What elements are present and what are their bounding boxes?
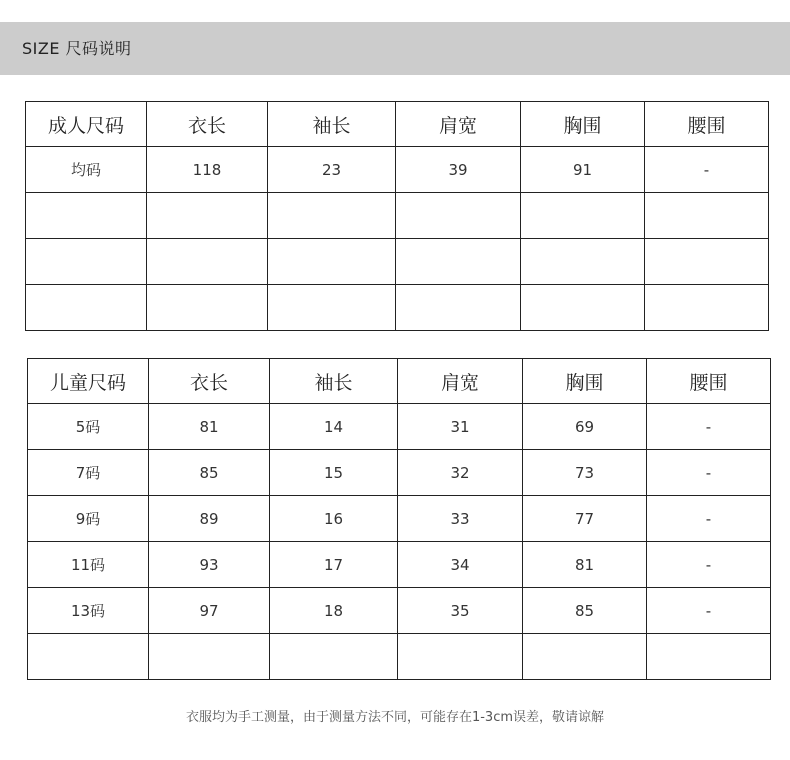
table-cell — [521, 193, 645, 239]
table-cell — [645, 239, 769, 285]
table-cell: 11码 — [28, 542, 149, 588]
table-cell: 17 — [270, 542, 398, 588]
table-header-row — [26, 102, 769, 147]
column-header: 肩宽 — [396, 102, 521, 147]
table-cell — [521, 239, 645, 285]
table-cell: 13码 — [28, 588, 149, 634]
table-cell: 14 — [270, 404, 398, 450]
column-header: 衣长 — [147, 102, 268, 147]
table-cell — [26, 193, 147, 239]
column-header: 胸围 — [523, 359, 647, 404]
table-cell — [28, 634, 149, 680]
table-cell — [647, 634, 771, 680]
size-header-banner — [0, 22, 790, 75]
table-cell: - — [645, 147, 769, 193]
table-cell: 39 — [396, 147, 521, 193]
kids-size-table — [27, 358, 771, 680]
table-row — [28, 496, 771, 542]
table-cell — [270, 634, 398, 680]
table-cell: 23 — [268, 147, 396, 193]
table-cell: 89 — [149, 496, 270, 542]
table-row — [28, 588, 771, 634]
table-cell: 9码 — [28, 496, 149, 542]
table-cell: 18 — [270, 588, 398, 634]
table-cell — [26, 285, 147, 331]
table-cell: 16 — [270, 496, 398, 542]
table-cell: 118 — [147, 147, 268, 193]
table-row — [28, 542, 771, 588]
table-cell — [268, 285, 396, 331]
table-cell — [268, 193, 396, 239]
table-cell — [645, 193, 769, 239]
table-cell: - — [647, 542, 771, 588]
table-row — [26, 285, 769, 331]
table-cell: - — [647, 450, 771, 496]
column-header: 腰围 — [645, 102, 769, 147]
table-cell: 34 — [398, 542, 523, 588]
table-cell — [645, 285, 769, 331]
table-header-row — [28, 359, 771, 404]
table-cell — [398, 634, 523, 680]
table-cell — [147, 239, 268, 285]
table-cell — [521, 285, 645, 331]
table-row — [26, 147, 769, 193]
column-header: 胸围 — [521, 102, 645, 147]
table-cell: 均码 — [26, 147, 147, 193]
table-row — [26, 239, 769, 285]
table-cell: 85 — [523, 588, 647, 634]
table-cell: 7码 — [28, 450, 149, 496]
table-row — [28, 404, 771, 450]
table-cell: 97 — [149, 588, 270, 634]
table-row — [28, 450, 771, 496]
table-cell — [26, 239, 147, 285]
table-cell — [396, 239, 521, 285]
table-cell: 73 — [523, 450, 647, 496]
table-cell: 31 — [398, 404, 523, 450]
table-cell: 91 — [521, 147, 645, 193]
table-cell: 15 — [270, 450, 398, 496]
column-header: 袖长 — [270, 359, 398, 404]
column-header: 腰围 — [647, 359, 771, 404]
table-cell: 69 — [523, 404, 647, 450]
column-header: 儿童尺码 — [28, 359, 149, 404]
table-cell: 32 — [398, 450, 523, 496]
table-row — [26, 193, 769, 239]
table-cell: - — [647, 588, 771, 634]
table-cell — [147, 285, 268, 331]
table-cell — [396, 193, 521, 239]
page-title: SIZE 尺码说明 — [22, 39, 132, 58]
column-header: 衣长 — [149, 359, 270, 404]
table-cell — [268, 239, 396, 285]
table-cell: 81 — [149, 404, 270, 450]
table-cell — [523, 634, 647, 680]
table-cell: 77 — [523, 496, 647, 542]
table-cell: - — [647, 404, 771, 450]
table-cell: - — [647, 496, 771, 542]
table-cell — [149, 634, 270, 680]
table-cell: 33 — [398, 496, 523, 542]
table-cell: 35 — [398, 588, 523, 634]
table-cell — [147, 193, 268, 239]
table-cell: 85 — [149, 450, 270, 496]
table-cell — [396, 285, 521, 331]
adult-size-table — [25, 101, 769, 331]
column-header: 袖长 — [268, 102, 396, 147]
measurement-note: 衣服均为手工测量，由于测量方法不同，可能存在1-3cm误差，敬请谅解 — [185, 710, 605, 725]
column-header: 成人尺码 — [26, 102, 147, 147]
table-cell: 81 — [523, 542, 647, 588]
table-row — [28, 634, 771, 680]
table-cell: 5码 — [28, 404, 149, 450]
table-cell: 93 — [149, 542, 270, 588]
column-header: 肩宽 — [398, 359, 523, 404]
